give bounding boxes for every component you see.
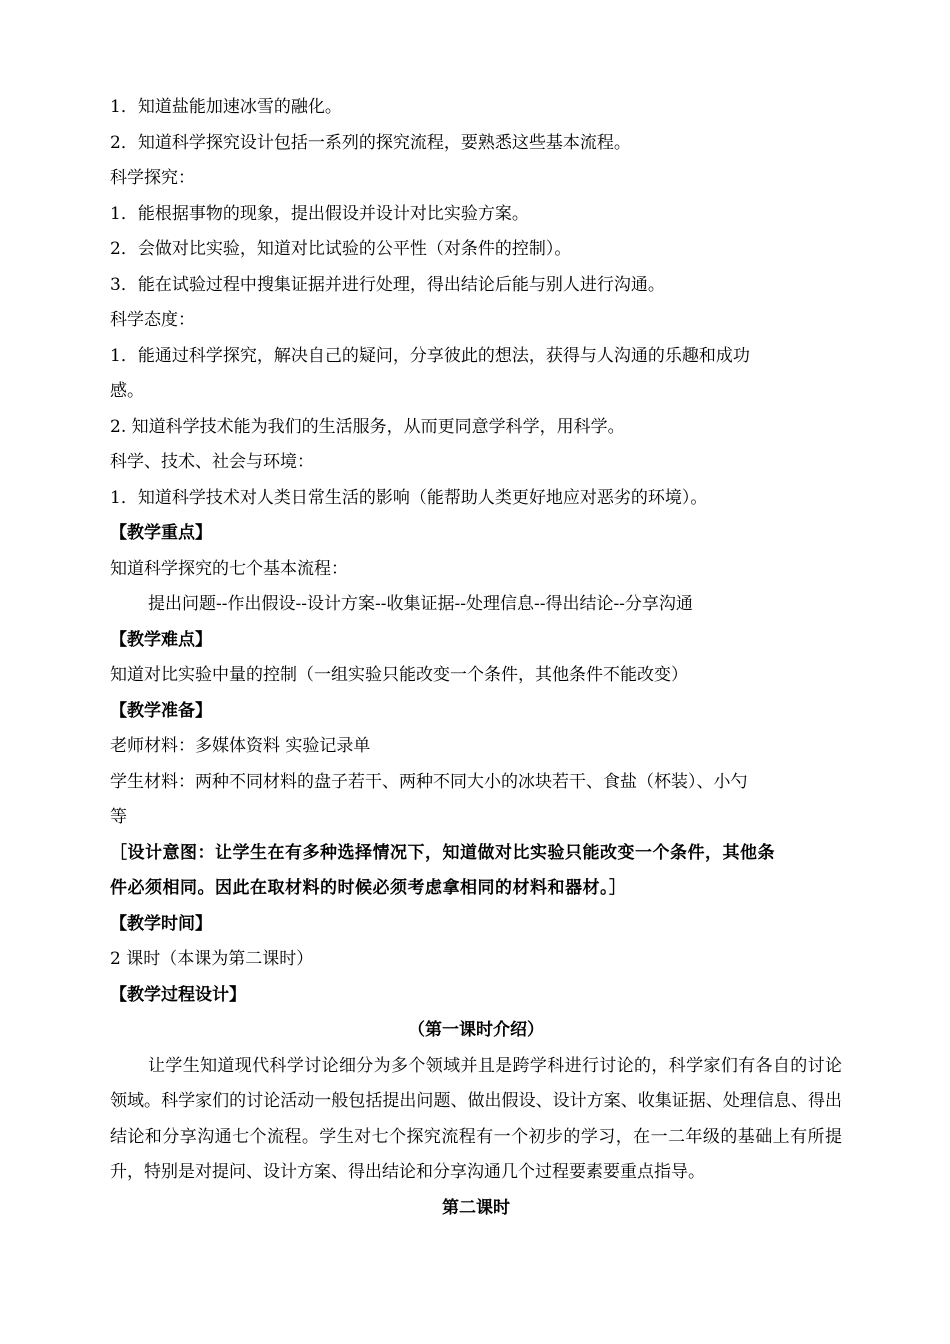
sts-goal-1: 1．知道科学技术对人类日常生活的影响（能帮助人类更好地应对恶劣的环境）。 xyxy=(110,487,708,508)
design-intent-cont: 件必须相同。因此在取材料的时候必须考虑拿相同的材料和器材。］ xyxy=(110,878,627,898)
heading-process-design: 【教学过程设计】 xyxy=(110,984,246,1005)
attitude-goal-2: 2. 知道科学技术能为我们的生活服务，从而更同意学科学，用科学。 xyxy=(110,416,625,437)
document-page xyxy=(110,90,842,1226)
section-label-sts: 科学、技术、社会与环境： xyxy=(110,452,314,472)
heading-preparation: 【教学准备】 xyxy=(110,700,212,721)
subheading-second-lesson: 第二课时 xyxy=(442,1197,510,1218)
attitude-goal-1: 1．能通过科学探究，解决自己的疑问，分享彼此的想法，获得与人沟通的乐趣和成功 xyxy=(110,345,750,366)
subheading-first-lesson: （第一课时介绍） xyxy=(408,1020,544,1040)
student-materials-cont: 等 xyxy=(110,807,127,827)
design-intent: ［设计意图：让学生在有多种选择情况下，知道做对比实验只能改变一个条件，其他条 xyxy=(110,842,775,863)
key-points-text: 知道科学探究的七个基本流程： xyxy=(110,558,348,579)
knowledge-goal-2: 2．知道科学探究设计包括一系列的探究流程，要熟悉这些基本流程。 xyxy=(110,132,631,153)
inquiry-goal-2: 2．会做对比实验，知道对比试验的公平性（对条件的控制）。 xyxy=(110,239,572,259)
first-lesson-paragraph: 让学生知道现代科学讨论细分为多个领域并且是跨学科进行讨论的，科学家们有各自的讨论领域。科学家们的讨论活动一般包括提出问题、做出假设、设计方案、收集证据、处理信息、得出结论和分享沟通七个流程。学生对七个探究流程有一个初步的学习，在一二年级的基础上有所提升，特别是对提问、设计方案、得出结论和分享沟通几个过程要素要重点指导。 xyxy=(110,1055,842,1182)
attitude-goal-1-cont: 感。 xyxy=(110,381,144,401)
heading-key-points: 【教学重点】 xyxy=(110,523,212,543)
inquiry-goal-3: 3．能在试验过程中搜集证据并进行处理，得出结论后能与别人进行沟通。 xyxy=(110,274,665,295)
section-label-attitude: 科学态度： xyxy=(110,310,195,330)
heading-time: 【教学时间】 xyxy=(110,913,212,934)
student-materials: 学生材料：两种不同材料的盘子若干、两种不同大小的冰块若干、食盐（杯装）、小勺 xyxy=(110,771,748,792)
knowledge-goal-1: 1．知道盐能加速冰雪的融化。 xyxy=(110,97,342,117)
inquiry-goal-1: 1．能根据事物的现象，提出假设并设计对比实验方案。 xyxy=(110,203,529,224)
teacher-materials: 老师材料：多媒体资料 实验记录单 xyxy=(110,736,371,756)
time-text: 2 课时（本课为第二课时） xyxy=(110,949,314,969)
process-flow: 提出问题--作出假设--设计方案--收集证据--处理信息--得出结论--分享沟通 xyxy=(148,594,693,614)
section-label-inquiry: 科学探究： xyxy=(110,168,195,188)
heading-difficulties: 【教学难点】 xyxy=(110,629,212,650)
difficulties-text: 知道对比实验中量的控制（一组实验只能改变一个条件，其他条件不能改变） xyxy=(110,665,688,685)
